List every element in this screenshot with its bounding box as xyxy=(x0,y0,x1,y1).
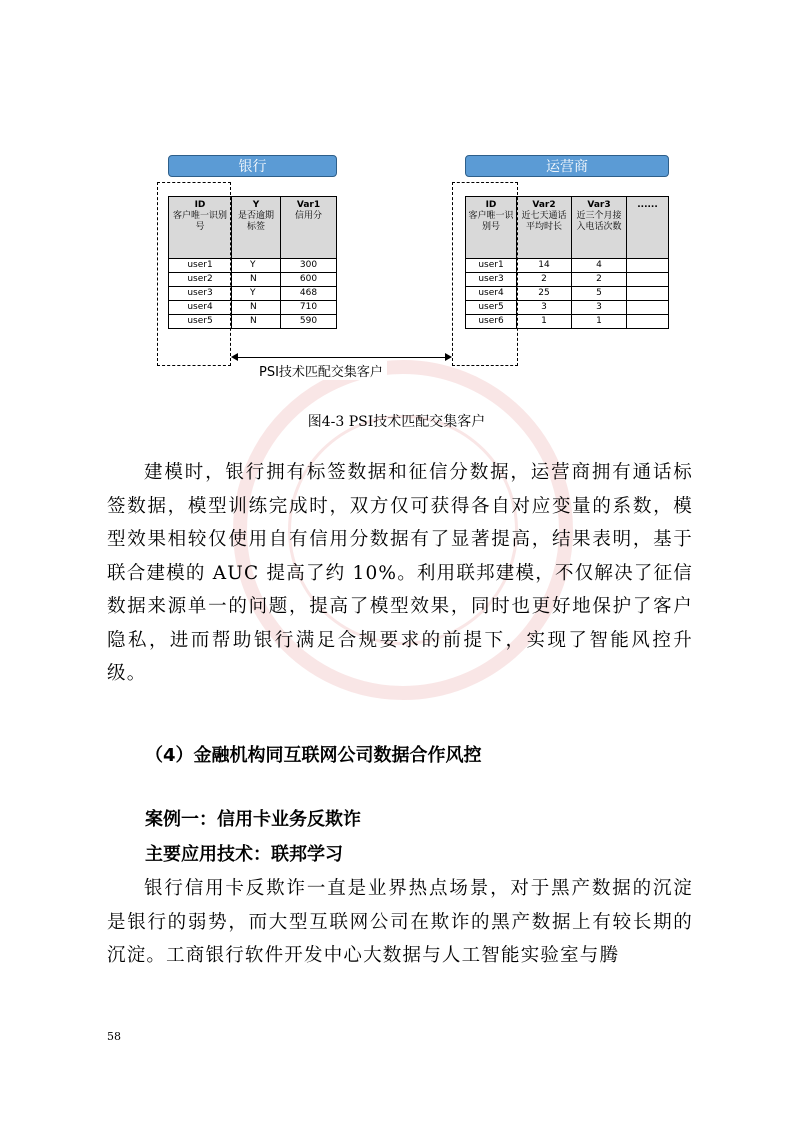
paragraph-2: 银行信用卡反欺诈一直是业界热点场景，对于黑产数据的沉淀是银行的弱势，而大型互联网公司在欺诈的黑产数据上有较长期的沉淀。工商银行软件开发中心大数据与人工智能实验室与腾 xyxy=(107,878,693,966)
tech-heading: 主要应用技术：联邦学习 xyxy=(145,844,343,865)
table-row: user3 Y 468 xyxy=(169,287,337,301)
table-row: user5 N 590 xyxy=(169,315,337,329)
operator-col-var3: Var3 近三个月接入电话次数 xyxy=(572,197,627,259)
bank-header: 银行 xyxy=(168,155,337,177)
table-row: user1 14 4 xyxy=(466,259,669,273)
bank-col-y: Y 是否逾期标签 xyxy=(232,197,281,259)
section-heading: （4）金融机构同互联网公司数据合作风控 xyxy=(145,745,482,766)
bank-col-id: ID 客户唯一识别号 xyxy=(169,197,232,259)
operator-col-var2: Var2 近七天通话平均时长 xyxy=(517,197,572,259)
operator-col-more: ...... xyxy=(627,197,669,259)
table-row: user4 N 710 xyxy=(169,301,337,315)
table-row: user1 Y 300 xyxy=(169,259,337,273)
table-row: user5 3 3 xyxy=(466,301,669,315)
table-row: user2 N 600 xyxy=(169,273,337,287)
table-row: user3 2 2 xyxy=(466,273,669,287)
arrow-left-icon xyxy=(231,353,238,361)
bank-id-dashed-box xyxy=(157,182,231,366)
operator-header: 运营商 xyxy=(465,155,669,177)
page-number: 58 xyxy=(107,1030,121,1043)
psi-arrow-line xyxy=(236,357,446,358)
psi-label: PSI技术匹配交集客户 xyxy=(255,361,387,380)
operator-id-dashed-box xyxy=(452,182,518,366)
operator-col-id: ID 客户唯一识别号 xyxy=(466,197,517,259)
case-heading: 案例一：信用卡业务反欺诈 xyxy=(145,809,361,830)
arrow-right-icon xyxy=(445,353,452,361)
bank-col-var1: Var1 信用分 xyxy=(281,197,337,259)
figure-caption: 图4-3 PSI技术匹配交集客户 xyxy=(307,414,486,430)
table-row: user6 1 1 xyxy=(466,315,669,329)
paragraph-1: 建模时，银行拥有标签数据和征信分数据，运营商拥有通话标签数据，模型训练完成时，双方仅可获得各自对应变量的系数，模型效果相较仅使用自有信用分数据有了显著提高，结果表明，基于联合建模的 AUC 提高了约 10%。利用联邦建模，不仅解决了征信数据来源单一的问题，提高了模型效果，同时也更好地保护了客户隐私，进而帮助银行满足合规要求的前提下，实现了智能风控升级。 xyxy=(107,462,693,684)
table-row: user4 25 5 xyxy=(466,287,669,301)
